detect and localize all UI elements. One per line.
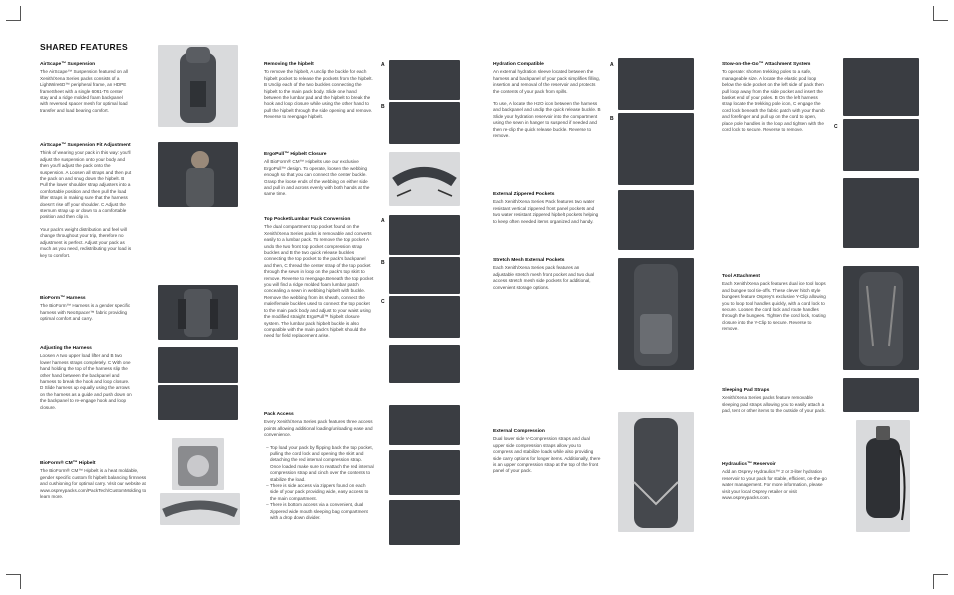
section-heading: Removing the hipbelt bbox=[264, 62, 314, 67]
section-heading: AirScape™ Suspension Fit Adjustment bbox=[40, 143, 131, 148]
hydration-step-b-photo bbox=[618, 113, 694, 185]
bioform-hipbelt-section bbox=[40, 461, 152, 506]
hydraulics-reservoir-photo bbox=[856, 420, 910, 532]
side-access-photo bbox=[389, 450, 460, 495]
crop-mark-icon bbox=[933, 6, 948, 21]
heat-mold-oven-photo bbox=[172, 438, 224, 490]
bottom-access-photo bbox=[389, 500, 460, 545]
section-heading: Tool Attachment bbox=[722, 274, 761, 279]
stow-step-a-photo bbox=[843, 58, 919, 116]
hydraulics-section bbox=[722, 462, 828, 507]
step-label-b: B bbox=[381, 104, 385, 110]
section-body: Each Xenith/Xena pack features dual ice tool loops and bungee tool tie-offs. These clever hitch style bungees feature Osprey's exclusive Y-Clip allowing you to loop tool handles quickly, with a cord lock to secure. Loosen the cord lock and route handles through the bungees. Tighten the cord lock, routing closure into the Y-Clip to secure. Reverse to remove. bbox=[722, 281, 826, 332]
hipbelt-step-a-photo bbox=[389, 60, 460, 100]
step-label-b: B bbox=[381, 260, 385, 266]
step-label-a: A bbox=[381, 62, 385, 68]
section-heading: Hydration Compatible bbox=[493, 62, 544, 67]
top-pocket-section bbox=[264, 217, 374, 346]
page-title: SHARED FEATURES bbox=[40, 42, 128, 52]
hipbelt-step-b-photo bbox=[389, 102, 460, 144]
harness-photo bbox=[158, 285, 238, 340]
list-item: – There is side access via zippers found on each side of your pack providing wide, easy access to the main compartment. bbox=[270, 483, 374, 502]
crop-mark-icon bbox=[6, 6, 21, 21]
section-body: To use, A locate the H2O icon between the harness and backpanel and undip the quick release buckle. B Slide your hydration reservoir into the compartment using the sewn in hanger to suspend if needed and then re-clip the quick release buckle. Reverse to remove. bbox=[493, 101, 601, 139]
section-heading: BioForm™ Harness bbox=[40, 296, 86, 301]
ergopull-photo bbox=[389, 152, 460, 206]
stow-on-the-go-section bbox=[722, 62, 828, 139]
section-heading: ErgoPull™ Hipbelt Closure bbox=[264, 152, 327, 157]
step-label-b: B bbox=[610, 116, 614, 122]
section-heading: Adjusting the Harness bbox=[40, 346, 92, 351]
ergopull-section bbox=[264, 152, 374, 204]
section-body: Each Xenith/Xena Series pack features an adjustable stretch mesh front pocket and two dual access stretch mesh side pockets for additional, convenient storage options. bbox=[493, 265, 595, 290]
crop-mark-icon bbox=[6, 574, 21, 589]
section-body: An external hydration sleeve located between the harness and backpanel of your pack simplifies filling, insertion and removal of the reservoir and protects the contents of your pack from spills. bbox=[493, 69, 600, 94]
removing-hipbelt-section bbox=[264, 62, 374, 127]
section-heading: Hydraulics™ Reservoir bbox=[722, 462, 776, 467]
tool-attachment-section bbox=[722, 274, 828, 339]
section-body: Xenith/Xena Series packs feature removable sleeping pad straps allowing you to easily attach a pad, tent or other items to the outside of your pack. bbox=[722, 395, 826, 414]
list-item: – There is bottom access via a convenient, dual zippered wide mouth sleeping bag compartment with a drop down divider. bbox=[270, 502, 374, 521]
pack-access-section bbox=[264, 412, 374, 522]
top-access-photo bbox=[389, 405, 460, 445]
tool-attachment-photo bbox=[843, 266, 919, 370]
section-body: Add an Osprey Hydraulics™ 2 or 3-liter hydration reservoir to your pack for stable, efficient, on-the-go water management. For more information, please visit your local Osprey retailer or visit www.ospreypacks.com. bbox=[722, 469, 827, 501]
section-heading: Sleeping Pad Straps bbox=[722, 388, 770, 393]
section-body: The AirScape™ Suspension featured on all Xenith/Xena Series packs consists of a LightWire6D™ peripheral frame, an HDPE frameSheet with a single 6061-T6 center stay and a ridge molded foam backpanel with reversed spacer mesh for optimal load transfer and load bearing comfort. bbox=[40, 69, 128, 113]
hipbelt-photo bbox=[160, 493, 240, 525]
section-body: All BioForm® CM™ Hipbelts use our exclusive ErgoPull™ design. To operate, loosen the webbing enough so that you can connect the center buckle. Grasp the loose ends of the webbing on either side and pull in and across evenly with both hands at the same time. bbox=[264, 159, 370, 197]
access-list bbox=[264, 445, 374, 522]
sleeping-pad-section bbox=[722, 388, 828, 421]
stow-step-b-photo bbox=[843, 119, 919, 171]
bioform-harness-section bbox=[40, 296, 132, 329]
top-pocket-step-b-photo bbox=[389, 257, 460, 294]
hydration-step-a-photo bbox=[618, 58, 694, 110]
lumbar-pack-photo bbox=[389, 345, 460, 383]
mesh-pockets-section bbox=[493, 258, 601, 297]
zippered-pockets-section bbox=[493, 192, 601, 231]
top-pocket-step-a-photo bbox=[389, 215, 460, 255]
backpack-photo bbox=[158, 45, 238, 127]
list-item: – Top load your pack by flipping back the top pocket, pulling the cord lock and opening the skirt and detaching the red internal compression strap. Once loaded make sure to reattach the red internal compression strap and cinch over the contents to stabilize the load. bbox=[270, 445, 374, 483]
section-body: Think of wearing your pack in this way: you'll adjust the suspension onto your body and then you'll adjust the pack onto the suspension. A Loosen all straps and then put the pack on and snug down the hipbelt. B Pull the lower shoulder strap adjusters into a comfortable position and then pull the load lifter straps in making sure that the harness doesn't rise off your shoulder. C Adjust the sternum strap up or down to a comfortable position and then clip in. bbox=[40, 150, 132, 220]
section-body: Loosen A two upper load lifter and B two lower harness straps completely. C With one hand holding the top of the harness slip the other hand between the backpanel and harness to break the hook and loop closure. D Slide harness up equally using the arrows on the harness as a guide and push down on the backpanel to re-engage hook and loop closure. bbox=[40, 353, 132, 410]
airscape-fit-section bbox=[40, 143, 132, 265]
harness-adjust-photo-1 bbox=[158, 347, 238, 383]
harness-adjust-photo-2 bbox=[158, 385, 238, 420]
stow-step-c-photo bbox=[843, 178, 919, 248]
zippered-pocket-photo bbox=[618, 190, 694, 250]
section-heading: Top Pocket/Lumbar Pack Conversion bbox=[264, 217, 351, 222]
adjusting-harness-section bbox=[40, 346, 132, 417]
section-body: The BioForm™ Harness is a gender specific harness with NeoSpacer™ fabric providing optimal comfort and carry. bbox=[40, 303, 131, 322]
section-body: Every Xenith/Xena Series pack features three access points allowing additional loading/unloading ease and convenience. bbox=[264, 419, 373, 438]
section-body: The dual compartment top pocket found on the Xenith/Xena Series packs is removable and converts easily to a lumbar pack. To remove the top pocket A undo the two front top pocket compression strap buckles and B the two quick release buckles connecting the top pocket to the pack's backpanel and then, C thread the center strap of the top pocket through the sewn in loop on the pack's top skirt to remove. Reverse to reengage.Beneath the top pocket you will find a ridge molded foam lumbar patch concealing a sewn in webbing hipbelt with buckle. Remove the webbing from its sheath, connect the male/female buckles used to connect the top pocket to the main pack body and adjust to your waist using the modified straight ErgoPull™ hipbelt closure system. The lumbar pack hipbelt buckle is also compatible with the main pack's hipbelt should the need for field replacement arise. bbox=[264, 224, 374, 339]
fit-adjustment-photo bbox=[158, 142, 238, 207]
section-heading: Stow-on-the-Go™ Attachment System bbox=[722, 62, 811, 67]
section-heading: BioForm® CM™ Hipbelt bbox=[40, 461, 96, 466]
section-heading: External Zippered Pockets bbox=[493, 192, 555, 197]
step-label-c: C bbox=[381, 299, 385, 305]
step-label-a: A bbox=[610, 62, 614, 68]
section-body: Your pack's weight distribution and feel will change throughout your trip, therefore no adjustment is perfect. Adjust your pack as much as you need, redistributing your load is key to comfort. bbox=[40, 226, 132, 258]
sleeping-pad-photo bbox=[843, 378, 919, 412]
top-pocket-step-c-photo bbox=[389, 296, 460, 338]
hydration-section bbox=[493, 62, 601, 145]
section-heading: AirScape™ Suspension bbox=[40, 62, 96, 67]
step-label-a: A bbox=[381, 218, 385, 224]
section-heading: External Compression bbox=[493, 429, 545, 434]
section-heading: Stretch Mesh External Pockets bbox=[493, 258, 565, 263]
step-label-c: C bbox=[834, 124, 838, 130]
section-body: Each Xenith/Xena Series Pack features two water resistant vertical zippered front panel pockets and two water resistant zippered hipbelt pockets helping to keep often needed items organized and handy. bbox=[493, 199, 599, 224]
compression-section bbox=[493, 429, 601, 481]
mesh-pocket-photo bbox=[618, 258, 694, 370]
backpack-icon bbox=[158, 45, 238, 127]
crop-mark-icon bbox=[933, 574, 948, 589]
section-heading: Pack Access bbox=[264, 412, 294, 417]
section-body: To operate: shorten trekking poles to a safe, manageable size. A locate the elastic pod loop below the side pocket on the left side of pack then pull loop away from the side pocket and insert the basket end of your poles. B On the left harness strap locate the trekking pole icon, C engage the cord lock beneath the fabric patch with your thumb and forefinger and pull up on the cord to open, place pole handles in the loop and tighten with the cord lock to secure. Reverse to remove. bbox=[722, 69, 825, 133]
section-body: To remove the hipbelt, A unclip the buckle for each hipbelt pocket to release the pockets from the hipbelt. B Unclip each of the two buckles connecting the hipbelt to the main pack body. Slide one hand between the lumbar pad and the hipbelt to break the hook and loop closure while using the other hand to pull the hipbelt through the side opening and remove. Reverse to reengage hipbelt. bbox=[264, 69, 373, 120]
compression-pack-photo bbox=[618, 412, 694, 532]
section-body: The BioForm® CM™ Hipbelt is a heat moldable, gender specific custom fit hipbelt balancing firmness and cushioning for optimal carry. Visit our website at www.ospreypacks.com/PackTech/CustomMolding to learn more. bbox=[40, 468, 147, 500]
section-body: Dual lower side V-Compression straps and dual upper side compression straps allow you to compress and stabilize loads while also providing side carry options for longer items. Additionally, there is an upper compression strap at the top of the front panel of your pack. bbox=[493, 436, 601, 474]
airscape-section bbox=[40, 62, 132, 120]
